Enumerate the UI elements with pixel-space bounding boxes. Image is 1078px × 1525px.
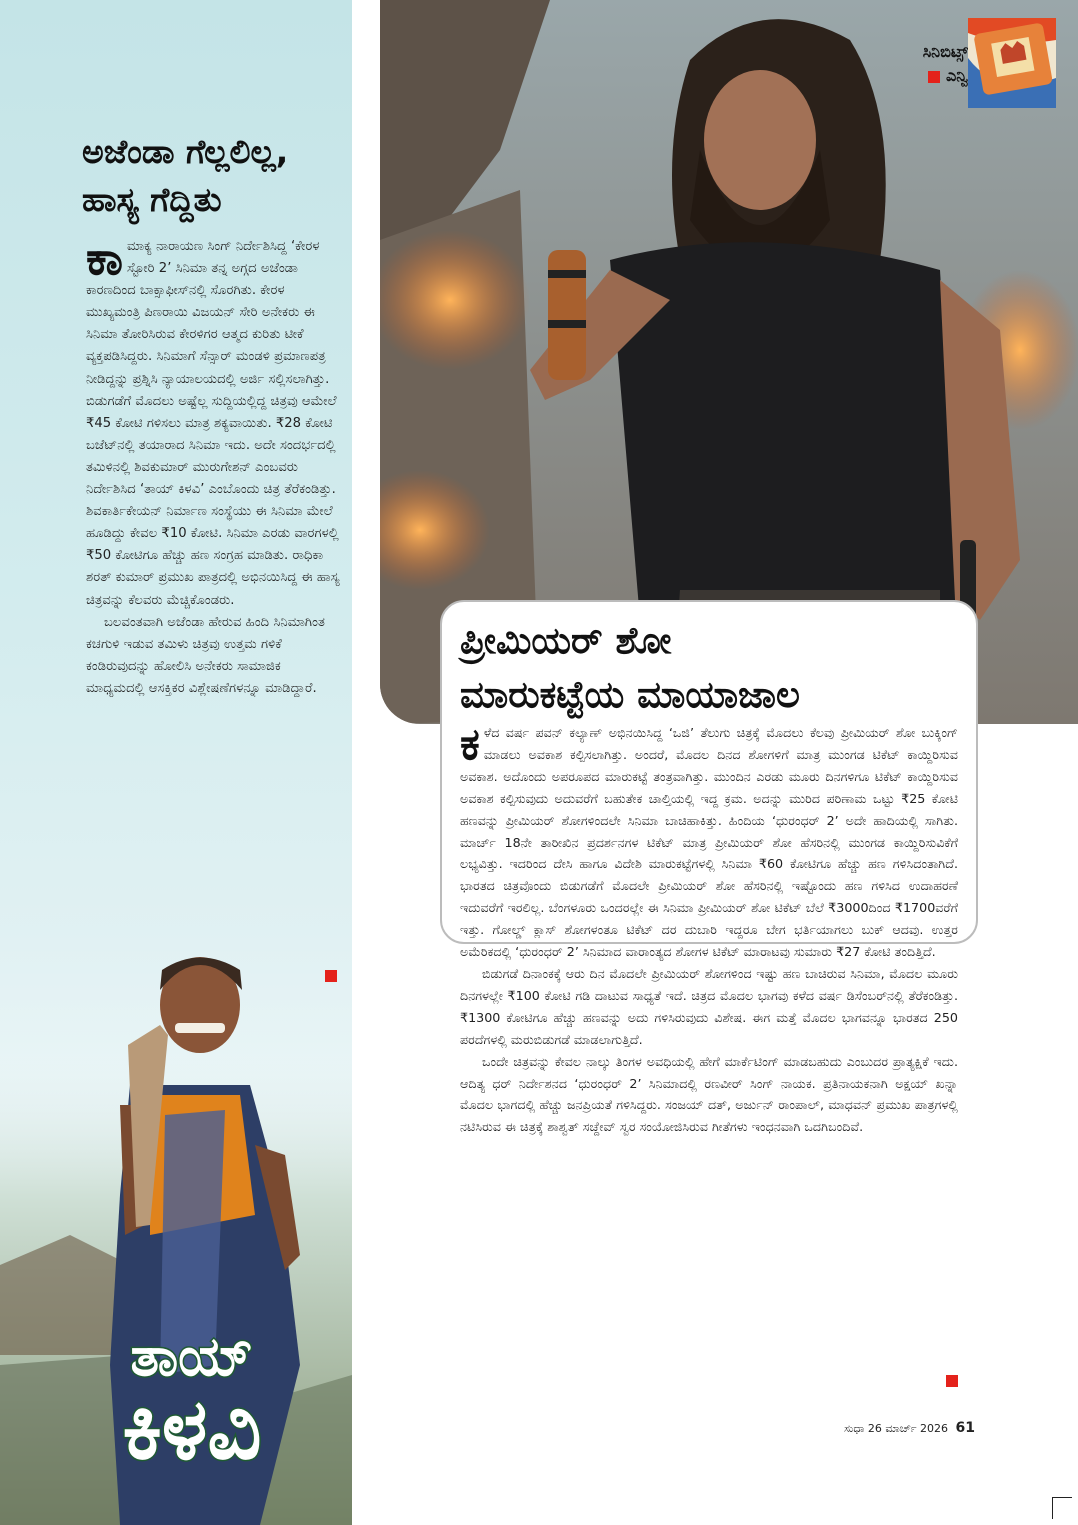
- left-article-body: [86, 231, 340, 700]
- main-headline-line1: ಪ್ರೀಮಿಯರ್ ಶೋ: [460, 619, 672, 662]
- main-paragraph-1: ಳೆದ ವರ್ಷ ಪವನ್ ಕಲ್ಯಾಣ್ ಅಭಿನಯಿಸಿದ್ದ ‘ಒಜಿ’ ತೆಲುಗು ಚಿತ್ರಕ್ಕೆ ಮೊದಲು ಕೆಲವು ಪ್ರೀಮಿಯರ್ ಶೋ ಬುಕ್ಕಿಂಗ್ ಮಾಡಲು ಅವಕಾಶ ಕಲ್ಪಿಸಲಾಗಿತ್ತು. ಅಂದರೆ, ಮೊದಲ ದಿನದ ಶೋಗಳಿಗೆ ಮಾತ್ರ ಮುಂಗಡ ಟಿಕೆಟ್ ಕಾಯ್ದಿರಿಸುವ ಅವಕಾಶ. ಅದೊಂದು ಅಪರೂಪದ ಮಾರುಕಟ್ಟೆ ತಂತ್ರವಾಗಿತ್ತು. ಮುಂದಿನ ಎರಡು ಮೂರು ದಿನಗಳಿಗೂ ಟಿಕೆಟ್ ಕಾಯ್ದಿರಿಸುವ ಅವಕಾಶ ಕಲ್ಪಿಸುವುದು ಅದುವರೆಗೆ ಬಹುತೇಕ ಚಾಲ್ತಿಯಲ್ಲಿ ಇದ್ದ ಕ್ರಮ. ಅದನ್ನು ಮುರಿದ ಪರಿಣಾಮ ಒಟ್ಟು ₹25 ಕೋಟಿ ಹಣವನ್ನು ಪ್ರೀಮಿಯರ್ ಶೋಗಳಿಂದಲೇ ಸಿನಿಮಾ ಬಾಚಿಹಾಕಿತ್ತು. ಹಿಂದಿಯ ‘ಧುರಂಧರ್ 2’ ಅದೇ ಹಾದಿಯಲ್ಲಿ ಸಾಗಿತು. ಮಾರ್ಚ್ 18ನೇ ತಾರೀಖಿನ ಪ್ರದರ್ಶನಗಳ ಟಿಕೆಟ್ ಮಾತ್ರ ಪ್ರೀಮಿಯರ್ ಶೋ ಹೆಸರಿನಲ್ಲಿ ಮುಂಗಡ ಕಾಯ್ದಿರಿಸುವಿಕೆಗೆ ಲಭ್ಯವಿತ್ತು. ಇದರಿಂದ ದೇಸಿ ಹಾಗೂ ವಿದೇಶಿ ಮಾರುಕಟ್ಟೆಗಳಲ್ಲಿ ಸಿನಿಮಾ ₹60 ಕೋಟಿಗೂ ಹೆಚ್ಚು ಹಣ ಗಳಿಸಿದಂತಾಗಿದೆ. ಭಾರತದ ಚಿತ್ರವೊಂದು ಬಿಡುಗಡೆಗೆ ಮೊದಲೇ ಪ್ರೀಮಿಯರ್ ಶೋ ಹೆಸರಿನಲ್ಲಿ ಇಷ್ಟೊಂದು ಹಣ ಗಳಿಸಿದ ಉದಾಹರಣೆ ಇದುವರೆಗೆ ಇರಲಿಲ್ಲ. ಬೆಂಗಳೂರು ಒಂದರಲ್ಲೇ ಈ ಸಿನಿಮಾ ಪ್ರೀಮಿಯರ್ ಶೋ ಟಿಕೆಟ್ ಬೆಲೆ ₹3000ದಿಂದ ₹1700ವರೆಗೆ ಇತ್ತು. ಗೋಲ್ಡ್ ಕ್ಲಾಸ್ ಶೋಗಳಂತೂ ಟಿಕೆಟ್ ದರ ದುಬಾರಿ ಇದ್ದರೂ ಬೇಗ ಭರ್ತಿಯಾಗಲು ಬುಕ್ ಆದವು. ಉತ್ತರ ಅಮೆರಿಕದಲ್ಲಿ ‘ಧುರಂಧರ್ 2’ ಸಿನಿಮಾದ ವಾರಾಂತ್ಯದ ಶೋಗಳ ಟಿಕೆಟ್ ಮಾರಾಟವು ಸುಮಾರು ₹27 ಕೋಟಿ ತಂದಿತ್ತಿದೆ.: [460, 725, 958, 960]
- author-name: ಎನ್ವಿ: [945, 66, 968, 85]
- left-paragraph-2: ಬಲವಂತವಾಗಿ ಅಜೆಂಡಾ ಹೇರುವ ಹಿಂದಿ ಸಿನಿಮಾಗಿಂತ ಕಚಗುಳಿ ಇಡುವ ತಮಿಳು ಚಿತ್ರವು ಉತ್ತಮ ಗಳಿಕೆ ಕಂಡಿರುವುದನ್ನು ಹೋಲಿಸಿ ಅನೇಕರು ಸಾಮಾಜಿಕ ಮಾಧ್ಯಮದಲ್ಲಿ ಆಸಕ್ತಿಕರ ವಿಶ್ಲೇಷಣೆಗಳನ್ನೂ ಮಾಡಿದ್ದಾರೆ.: [86, 614, 325, 696]
- main-paragraph-2: ಬಿಡುಗಡೆ ದಿನಾಂಕಕ್ಕೆ ಆರು ದಿನ ಮೊದಲೇ ಪ್ರೀಮಿಯರ್ ಶೋಗಳಿಂದ ಇಷ್ಟು ಹಣ ಬಾಚಿರುವ ಸಿನಿಮಾ, ಮೊದಲ ಮೂರು ದಿನಗಳಲ್ಲೇ ₹100 ಕೋಟಿ ಗಡಿ ದಾಟುವ ಸಾಧ್ಯತೆ ಇದೆ. ಚಿತ್ರದ ಮೊದಲ ಭಾಗವು ಕಳೆದ ವರ್ಷ ಡಿಸೆಂಬರ್‌ನಲ್ಲಿ ತೆರೆಕಂಡಿತ್ತು. ₹1300 ಕೋಟಿಗೂ ಹೆಚ್ಚು ಹಣವನ್ನು ಅದು ಗಳಿಸಿರುವುದು ವಿಶೇಷ. ಈಗ ಮತ್ತೆ ಮೊದಲ ಭಾಗವನ್ನೂ ಭಾರತದ 250 ಪರದೆಗಳಲ್ಲಿ ಮರುಬಿಡುಗಡೆ ಮಾಡಲಾಗುತ್ತಿದೆ.: [460, 965, 958, 1047]
- page-number: 61: [955, 1420, 975, 1436]
- main-dropcap: ಕ: [460, 719, 480, 770]
- main-headline-line2: ಮಾರುಕಟ್ಟೆಯ ಮಾಯಾಜಾಲ: [460, 673, 800, 716]
- author-marker-icon: [928, 71, 940, 83]
- left-dropcap: ಕಾ: [86, 231, 123, 285]
- main-paragraph-3: ಒಂದೇ ಚಿತ್ರವನ್ನು ಕೇವಲ ನಾಲ್ಕು ತಿಂಗಳ ಅವಧಿಯಲ್ಲಿ ಹೇಗೆ ಮಾರ್ಕೆಟಿಂಗ್ ಮಾಡಬಹುದು ಎಂಬುದರ ಪ್ರಾತ್ಯಕ್ಷಿಕೆ ಇದು. ಆದಿತ್ಯ ಧರ್ ನಿರ್ದೇಶನದ ‘ಧುರಂಧರ್ 2’ ಸಿನಿಮಾದಲ್ಲಿ ರಣವೀರ್ ಸಿಂಗ್ ನಾಯಕ. ಪ್ರತಿನಾಯಕನಾಗಿ ಅಕ್ಷಯ್ ಖನ್ನಾ ಮೊದಲ ಭಾಗದಲ್ಲಿ ಹೆಚ್ಚು ಜನಪ್ರಿಯತೆ ಗಳಿಸಿದ್ದರು. ಸಂಜಯ್ ದತ್, ಅರ್ಜುನ್ ರಾಂಪಾಲ್, ಮಾಧವನ್ ಪ್ರಮುಖ ಪಾತ್ರಗಳಲ್ಲಿ ನಟಿಸಿರುವ ಈ ಚಿತ್ರಕ್ಕೆ ಶಾಶ್ವತ್ ಸಚ್ದೇವ್ ಸ್ವರ ಸಂಯೋಜಿಸಿರುವ ಗೀತೆಗಳು ಇಂಧನವಾಗಿ ಒದಗಿಬಂದಿವೆ.: [460, 1053, 958, 1135]
- page-footer: [805, 1420, 975, 1436]
- main-article-body: [460, 719, 958, 1138]
- footer-magazine-date: ಸುಧಾ 26 ಮಾರ್ಚ್ 2026: [844, 1422, 949, 1435]
- main-article-end-mark: [946, 1375, 958, 1387]
- poster-title-line2: ಕಿಳವಿ: [122, 1380, 262, 1478]
- poster-title: [62, 1325, 322, 1478]
- trim-mark: [1052, 1497, 1053, 1519]
- poster-title-line1: ತಾಯ್: [130, 1325, 254, 1388]
- main-article-headline: [460, 614, 972, 722]
- left-headline-line1: ಅಜೆಂಡಾ ಗೆಲ್ಲಲಿಲ್ಲ,: [82, 132, 289, 171]
- left-paragraph-1: ಮಾಕ್ಯ ನಾರಾಯಣ ಸಿಂಗ್ ನಿರ್ದೇಶಿಸಿದ್ದ ‘ಕೇರಳ ಸ್ಟೋರಿ 2’ ಸಿನಿಮಾ ತನ್ನ ಅಗ್ಗದ ಅಜೆಂಡಾ ಕಾರಣದಿಂದ ಬಾಕ್ಸಾಫೀಸ್‌ನಲ್ಲಿ ಸೊರಗಿತು. ಕೇರಳ ಮುಖ್ಯಮಂತ್ರಿ ಪಿಣರಾಯಿ ವಿಜಯನ್ ಸೇರಿ ಅನೇಕರು ಈ ಸಿನಿಮಾ ತೋರಿಸಿರುವ ಕೇರಳಿಗರ ಆತ್ಮದ ಕುರಿತು ಟೀಕೆ ವ್ಯಕ್ತಪಡಿಸಿದ್ದರು. ಸಿನಿಮಾಗೆ ಸೆನ್ಸಾರ್ ಮಂಡಳಿ ಪ್ರಮಾಣಪತ್ರ ನೀಡಿದ್ದನ್ನು ಪ್ರಶ್ನಿಸಿ ನ್ಯಾಯಾಲಯದಲ್ಲಿ ಅರ್ಜಿ ಸಲ್ಲಿಸಲಾಗಿತ್ತು. ಬಿಡುಗಡೆಗೆ ಮೊದಲು ಅಷ್ಟೆಲ್ಲ ಸುದ್ದಿಯಲ್ಲಿದ್ದ ಚಿತ್ರವು ಆಮೇಲೆ ₹45 ಕೋಟಿ ಗಳಿಸಲು ಮಾತ್ರ ಶಕ್ಯವಾಯಿತು. ₹28 ಕೋಟಿ ಬಜೆಟ್‌ನಲ್ಲಿ ತಯಾರಾದ ಸಿನಿಮಾ ಇದು. ಅದೇ ಸಂದರ್ಭದಲ್ಲಿ ತಮಿಳಿನಲ್ಲಿ ಶಿವಕುಮಾರ್ ಮುರುಗೇಶನ್ ಎಂಬವರು ನಿರ್ದೇಶಿಸಿದ ‘ತಾಯ್ ಕಿಳವಿ’ ಎಂಬೊಂದು ಚಿತ್ರ ತೆರೆಕಂಡಿತ್ತು. ಶಿವಕಾರ್ತಿಕೇಯನ್ ನಿರ್ಮಾಣ ಸಂಸ್ಥೆಯು ಈ ಸಿನಿಮಾ ಮೇಲೆ ಹೂಡಿದ್ದು ಕೇವಲ ₹10 ಕೋಟಿ. ಸಿನಿಮಾ ಎರಡು ವಾರಗಳಲ್ಲಿ ₹50 ಕೋಟಿಗೂ ಹೆಚ್ಚು ಹಣ ಸಂಗ್ರಹ ಮಾಡಿತು. ರಾಧಿಕಾ ಶರತ್ ಕುಮಾರ್ ಪ್ರಮುಖ ಪಾತ್ರದಲ್ಲಿ ಅಭಿನಯಿಸಿದ್ದ ಈ ಹಾಸ್ಯ ಚಿತ್ರವನ್ನು ಕೆಲವರು ಮೆಚ್ಚಿಕೊಂಡರು.: [86, 239, 340, 608]
- section-category: ಸಿನಿಬಿಟ್ಸ್: [922, 42, 968, 61]
- left-headline-line2: ಹಾಸ್ಯ ಗೆದ್ದಿತು: [82, 180, 222, 219]
- cinebits-logo-icon: [968, 18, 1056, 108]
- section-tag: [838, 40, 968, 88]
- trim-mark: [1052, 1497, 1072, 1498]
- left-article-headline: [82, 128, 344, 224]
- section-author: [838, 64, 968, 88]
